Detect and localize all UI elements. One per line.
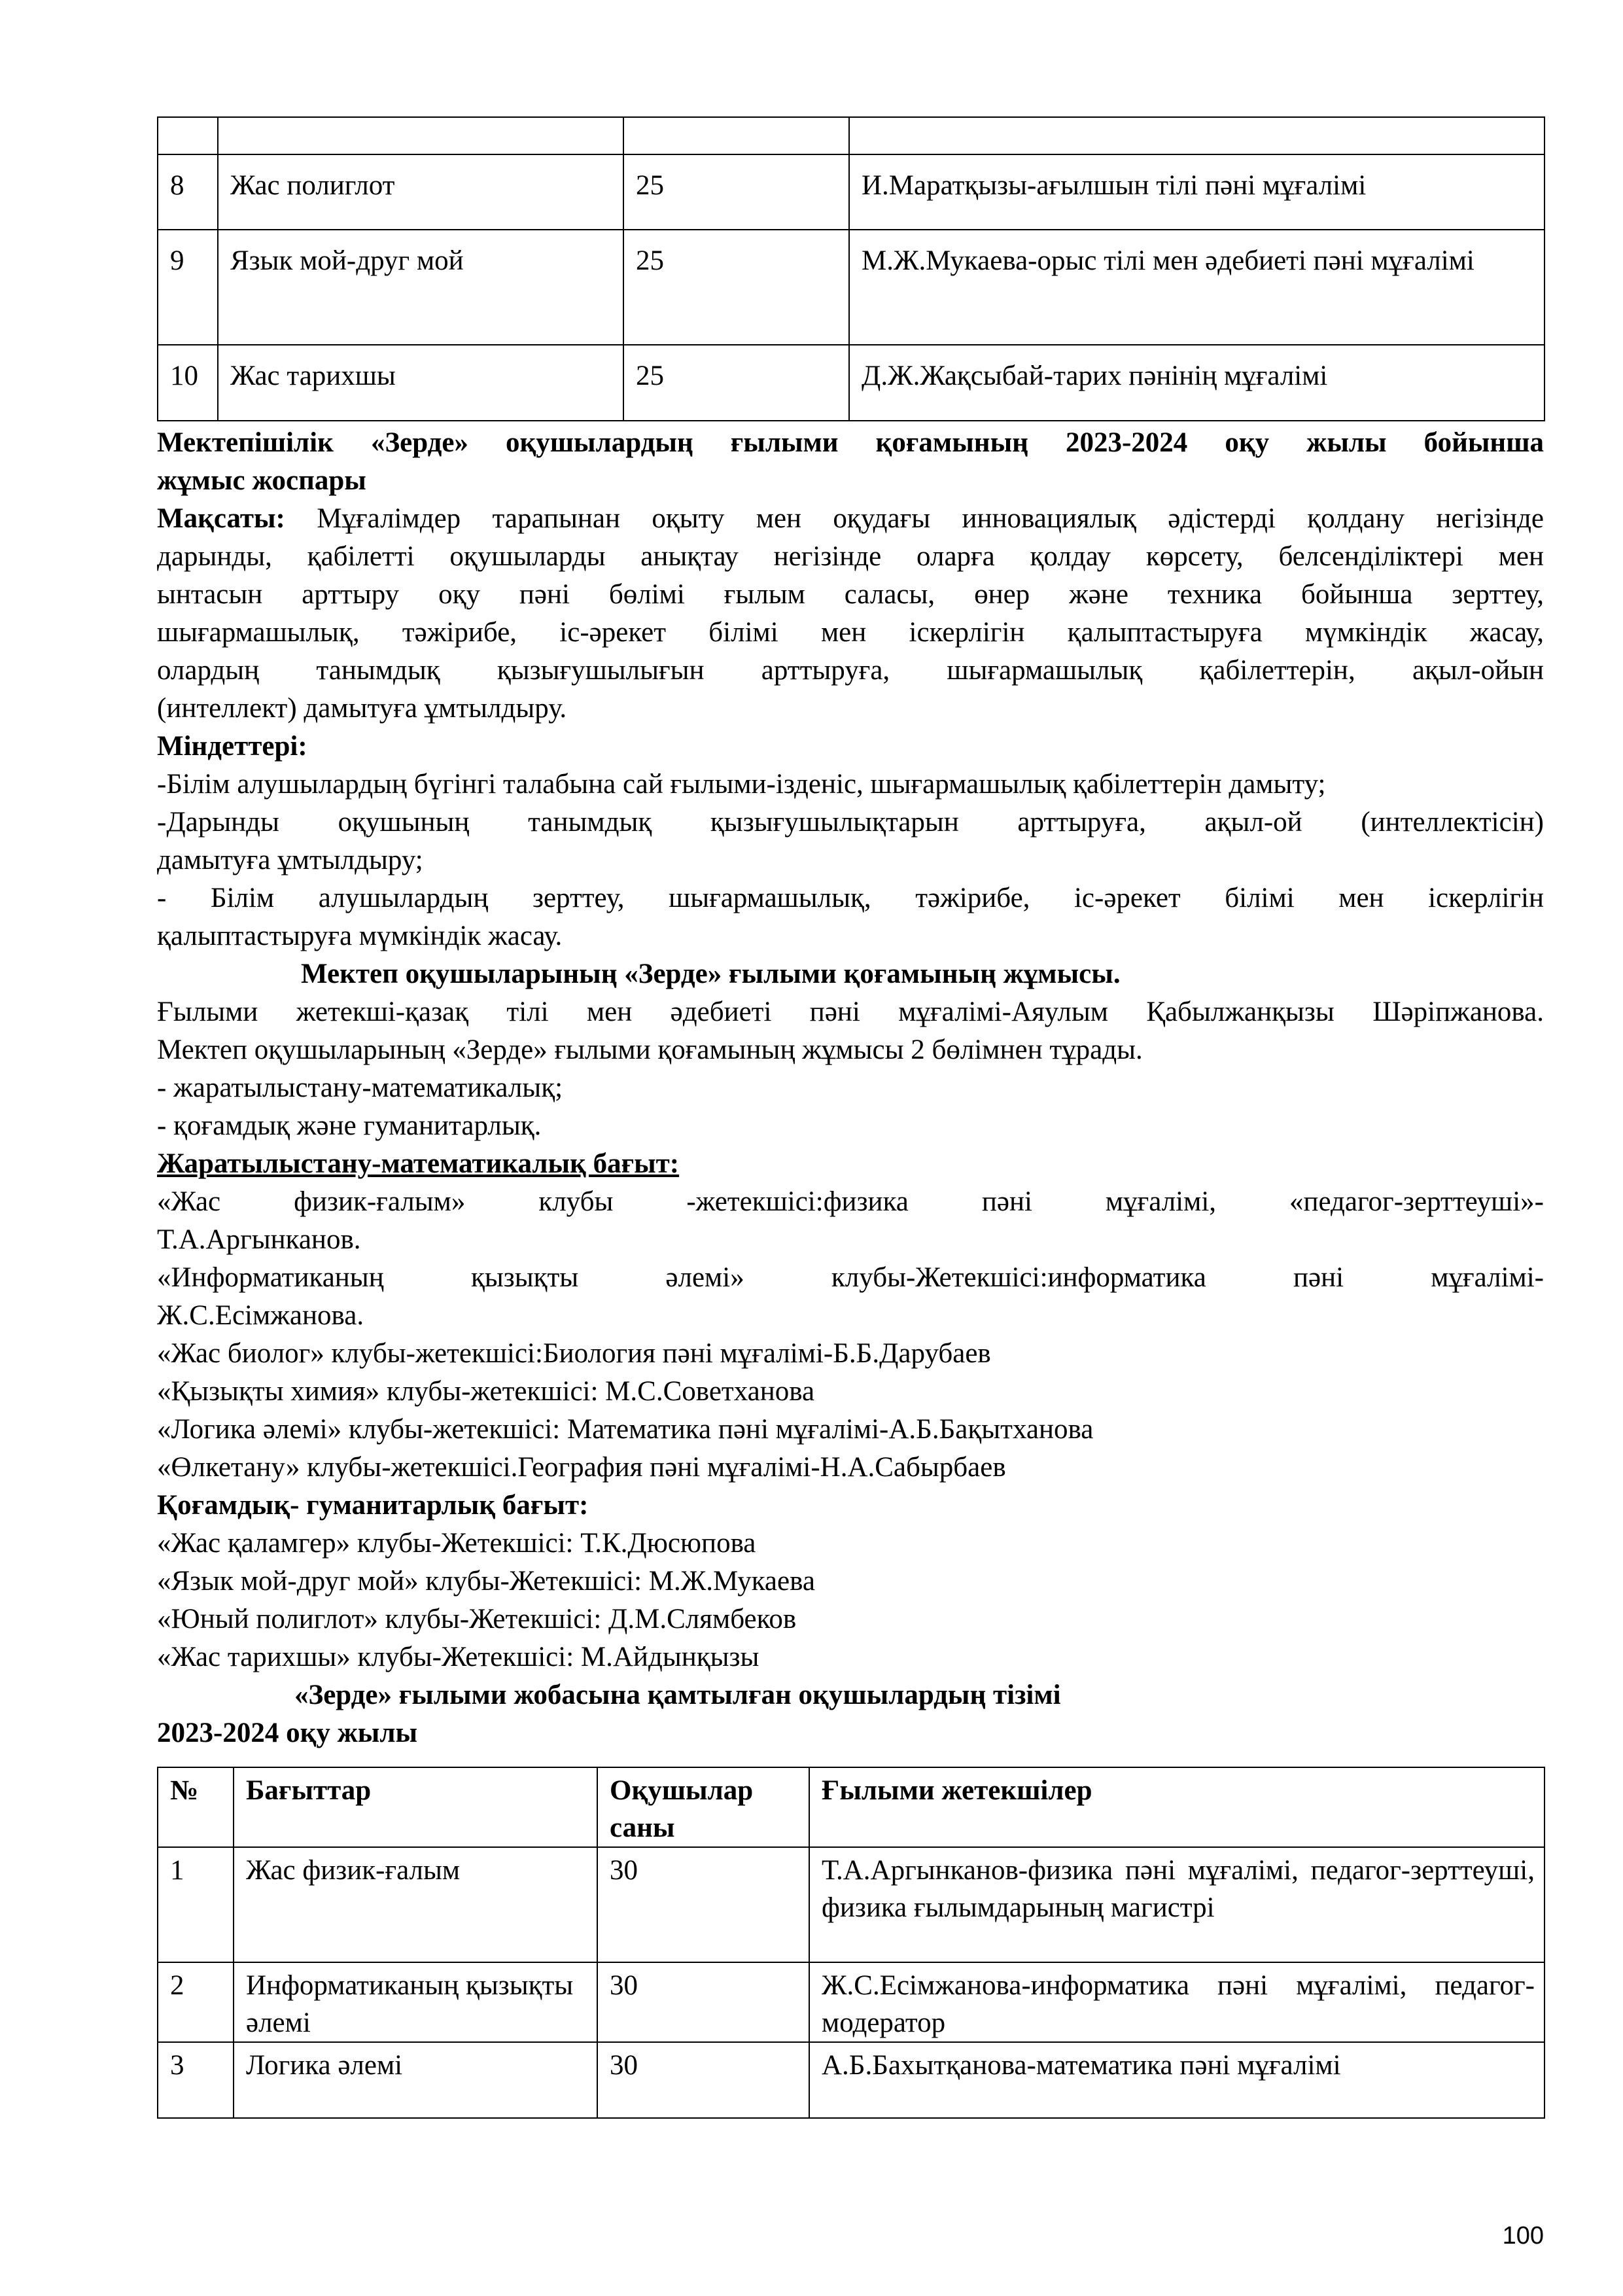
row-num: 2	[158, 1962, 234, 2042]
club-leader: Д.Ж.Жақсыбай-тарих пәнінің мұғалімі	[849, 345, 1544, 421]
club-line: «Информатиканың қызықты әлемі» клубы-Жетекшісі:информатика пәні мұғалімі-	[157, 1262, 1544, 1293]
row-num: 1	[158, 1847, 234, 1962]
header-leaders: Ғылыми жетекшілер	[809, 1767, 1544, 1847]
leader: Ж.С.Есімжанова-информатика пәні мұғалімі, педагог-модератор	[809, 1962, 1544, 2042]
row-num: 10	[158, 345, 218, 421]
document-body	[157, 424, 1544, 1752]
society-line: Ғылыми жетекші-қазақ тілі мен әдебиеті пәні мұғалімі-Аяулым Қабылжанқызы Шәріпжанова.	[157, 997, 1544, 1027]
goal-paragraph-line: шығармашылық, тәжірибе, іс-әрекет білімі мен іскерлігін қалыптастыруға мүмкіндік жасау,	[157, 617, 1544, 648]
task-line: -Білім алушылардың бүгінгі талабына сай ғылыми-ізденіс, шығармашылық қабілеттерін дамыту;	[157, 769, 1326, 800]
goal-paragraph-line: (интеллект) дамытуға ұмтылдыру.	[157, 693, 567, 724]
tasks-label: Міндеттері:	[157, 731, 307, 762]
student-count: 30	[597, 2042, 809, 2118]
club-line: «Логика әлемі» клубы-жетекшісі: Математика пәні мұғалімі-А.Б.Бақытханова	[157, 1414, 1094, 1445]
table-row	[158, 2042, 1544, 2118]
society-heading: Мектеп оқушыларының «Зерде» ғылыми қоғамының жұмысы.	[301, 959, 1121, 989]
task-line: - Білім алушылардың зерттеу, шығармашылық, тәжірибе, іс-әрекет білімі мен іскерлігін	[157, 883, 1544, 913]
goal-paragraph-line: дарынды, қабілетті оқушыларды анықтау негізінде оларға қолдау көрсету, белсенділіктері мен	[157, 541, 1544, 572]
header-count: Оқушылар саны	[597, 1767, 809, 1847]
table-row	[158, 154, 1544, 230]
club-name	[218, 117, 623, 154]
direction: Информатиканың қызықты әлемі	[234, 1962, 597, 2042]
row-num: 9	[158, 230, 218, 345]
table-row	[158, 117, 1544, 154]
table-header-row	[158, 1767, 1544, 1847]
direction: Жас физик-ғалым	[234, 1847, 597, 1962]
leader: А.Б.Бахытқанова-математика пәні мұғалімі	[809, 2042, 1544, 2118]
row-num: 3	[158, 2042, 234, 2118]
goal-paragraph-line: олардың танымдық қызығушылығын арттыруға, шығармашылық қабілеттерін, ақыл-ойын	[157, 655, 1544, 686]
club-line: Ж.С.Есімжанова.	[157, 1300, 364, 1331]
club-line: «Юный полиглот» клубы-Жетекшісі: Д.М.Слямбеков	[157, 1604, 797, 1634]
header-num: №	[158, 1767, 234, 1847]
header-direction: Бағыттар	[234, 1767, 597, 1847]
club-line: «Жас физик-ғалым» клубы -жетекшісі:физика пәні мұғалімі, «педагог-зерттеуші»-	[157, 1186, 1544, 1217]
club-leader: И.Маратқызы-ағылшын тілі пәні мұғалімі	[849, 154, 1544, 230]
task-line: -Дарынды оқушының танымдық қызығушылықтарын арттыруға, ақыл-ой (интеллектісін)	[157, 807, 1544, 838]
student-count: 25	[623, 154, 849, 230]
club-name: Жас полиглот	[218, 154, 623, 230]
club-line: «Жас тарихшы» клубы-Жетекшісі: М.Айдынқызы	[157, 1642, 759, 1672]
goal-paragraph-line: ынтасын арттыру оқу пәні бөлімі ғылым саласы, өнер және техника бойынша зерттеу,	[157, 579, 1544, 610]
science-direction-heading: Жаратылыстану-математикалық бағыт:	[157, 1148, 680, 1179]
task-line: дамытуға ұмтылдыру;	[157, 845, 423, 875]
row-num	[158, 117, 218, 154]
clubs-table	[157, 116, 1545, 421]
humanities-direction-heading: Қоғамдық- гуманитарлық бағыт:	[157, 1490, 589, 1521]
club-leader: М.Ж.Мукаева-орыс тілі мен әдебиеті пәні мұғалімі	[849, 230, 1544, 345]
club-line: «Өлкетану» клубы-жетекшісі.География пәні мұғалімі-Н.А.Сабырбаев	[157, 1452, 1006, 1483]
society-line: - жаратылыстану-математикалық;	[157, 1072, 563, 1103]
society-line: Мектеп оқушыларының «Зерде» ғылыми қоғамының жұмысы 2 бөлімнен тұрады.	[157, 1034, 1143, 1065]
goal-label: Мақсаты:	[157, 503, 285, 534]
student-count: 30	[597, 1847, 809, 1962]
table-row	[158, 230, 1544, 345]
club-line: «Қызықты химия» клубы-жетекшісі: М.С.Советханова	[157, 1376, 815, 1407]
students-list-table	[157, 1767, 1545, 2119]
task-line: қалыптастыруға мүмкіндік жасау.	[157, 921, 563, 951]
list-title: «Зерде» ғылыми жобасына қамтылған оқушылардың тізімі	[294, 1680, 1061, 1710]
page-number: 100	[1502, 2222, 1544, 2250]
list-year: 2023-2024 оқу жылы	[157, 1718, 418, 1748]
student-count: 25	[623, 345, 849, 421]
goal-paragraph-line: Мақсаты: Мұғалімдер тарапынан оқыту мен оқудағы инновациялық әдістерді қолдану негізінде	[157, 503, 1544, 534]
direction: Логика әлемі	[234, 2042, 597, 2118]
plan-title: Мектепішілік «Зерде» оқушылардың ғылыми қоғамының 2023-2024 оқу жылы бойынша	[157, 427, 1544, 458]
table-row	[158, 345, 1544, 421]
leader: Т.А.Аргынканов-физика пәні мұғалімі, педагог-зерттеуші, физика ғылымдарының магистрі	[809, 1847, 1544, 1962]
club-name: Язык мой-друг мой	[218, 230, 623, 345]
society-line: - қоғамдық және гуманитарлық.	[157, 1110, 542, 1141]
club-line: «Жас қаламгер» клубы-Жетекшісі: Т.К.Дюсюпова	[157, 1528, 756, 1559]
club-leader	[849, 117, 1544, 154]
plan-title-cont: жұмыс жоспары	[157, 465, 366, 496]
club-line: Т.А.Аргынканов.	[157, 1224, 361, 1255]
table-row	[158, 1962, 1544, 2042]
club-line: «Жас биолог» клубы-жетекшісі:Биология пәні мұғалімі-Б.Б.Дарубаев	[157, 1338, 991, 1369]
student-count: 25	[623, 230, 849, 345]
club-line: «Язык мой-друг мой» клубы-Жетекшісі: М.Ж.Мукаева	[157, 1566, 815, 1597]
student-count: 30	[597, 1962, 809, 2042]
club-name: Жас тарихшы	[218, 345, 623, 421]
student-count	[623, 117, 849, 154]
table-row	[158, 1847, 1544, 1962]
row-num: 8	[158, 154, 218, 230]
